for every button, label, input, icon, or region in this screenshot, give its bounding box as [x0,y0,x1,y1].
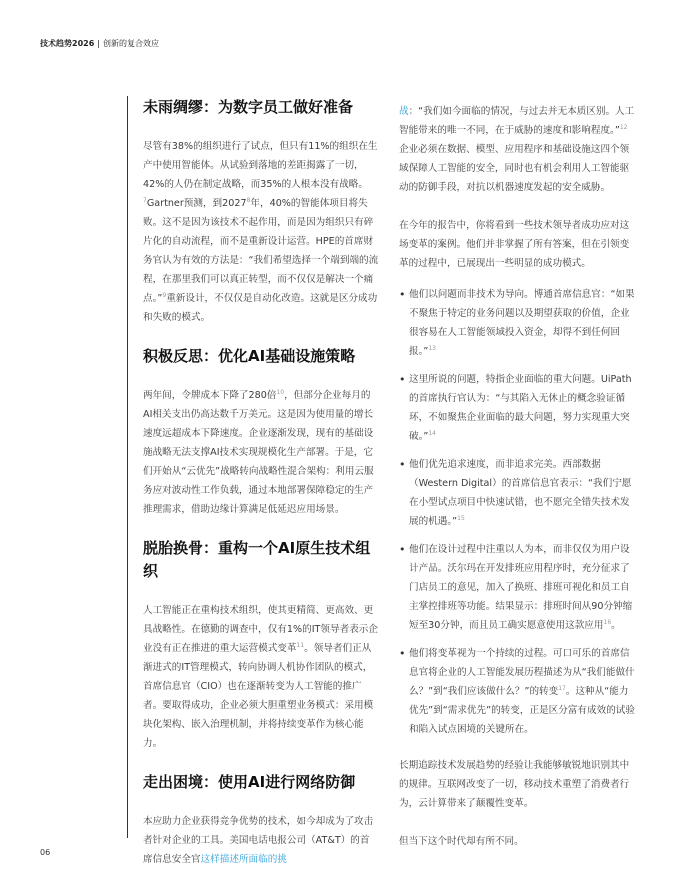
section-cyber-defense [143,771,379,869]
paragraph: 在今年的报告中，你将看到一些技术领导者成功应对这场变革的案例。他们并非掌握了所有答案，但在引领变革的过程中，已展现出一些明显的成功模式。 [399,220,630,269]
footnote-ref: 12 [619,123,628,131]
section-heading: 积极反思：优化AI基础设施策略 [143,347,356,365]
list-item: • 他们以问题而非技术为导向。博通首席信息官：“如果不聚焦于特定的业务问题以及期望获取的价值，企业很容易在人工智能领域投入资金，却得不到任何回报。”$^{13}$ [399,285,637,361]
success-pattern-list [399,285,637,739]
section-body: 尽管有38%的组织进行了试点，但只有11%的组织在生产中使用智能体。从试验到落地的差距揭露了一切，42%的人仍在制定战略，而35%的人根本没有战略。$^7$Gartner预测，到2027$^8$年，40%的智能体项目将失败。这不是因为该技术不起作用，而是因为组织只有碎片化的自动流程，而不是重新设计运营。HPE的首席财务官认为有效的方法是：“我们希望选择一个端到端的流程，在那里我们可以真正转型，而不仅仅是解决一个痛点。”$^9$重新设计，不仅仅是自动化改造。这就是区分成功和失败的模式。 [143,141,379,323]
section-body: 人工智能正在重构技术组织，使其更精简、更高效、更具战略性。在德勤的调查中，仅有1%的IT领导者表示企业没有正在推进的重大运营模式变革$^{11}$。领导者们正从渐进式的IT管理模式，转向协调人机协作团队的模式，首席信息官（CIO）也在逐渐转变为人工智能的推广者。要取得成功，企业必须大胆重塑业务模式：采用模块化架构、嵌入治理机制，并将持续变革作为核心能力。 [143,605,378,749]
footnote-ref: 13 [428,344,436,352]
list-item: • 他们在设计过程中注重以人为本，而非仅仅为用户设计产品。沃尔玛在开发排班应用程序时，充分征求了门店员工的意见，加入了换班、排班可视化和员工自主掌控排班等功能。结果显示：排班时间从90分钟缩短至30分钟，而且员工确实愿意使用这款应用$^{16}$。 [399,540,637,635]
section-ai-infrastructure [143,345,379,519]
source-link[interactable]: 这样描述所面临的挑 [200,854,287,865]
footnote-ref: 17 [558,684,566,692]
footnote-ref: 14 [428,429,436,437]
footnote-ref: 11 [296,641,305,649]
footnote-ref: 15 [457,514,465,522]
paragraph: 战：“我们如今面临的情况，与过去并无本质区别。人工智能带来的唯一不同，在于威胁的速度和影响程度。”$^{12}$企业必须在数据、模型、应用程序和基础设施这四个领域保障人工智能的安全，同时也有机会利用人工智能驱动的防御手段，对抗以机器速度发起的安全威胁。 [399,106,635,193]
paragraph: 长期追踪技术发展趋势的经验让我能够敏锐地识别其中的规律。互联网改变了一切，移动技术重塑了消费者行为，云计算带来了颠覆性变革。 [399,760,630,809]
section-ai-native-org [143,537,379,753]
header-separator: | [97,39,100,48]
left-column [143,96,379,887]
running-header [40,38,159,49]
footnote-ref: 16 [603,618,612,626]
footnote-ref: 10 [276,388,285,396]
footnote-ref: 9 [162,291,167,299]
section-heading: 脱胎换骨：重构一个AI原生技术组织 [143,539,371,580]
section-digital-workforce [143,96,379,327]
section-heading: 未雨绸缪：为数字员工做好准备 [143,98,354,116]
right-column [399,102,637,851]
column-rule [127,96,128,838]
footnote-ref: 7 [143,196,147,204]
footnote-ref: 8 [246,196,251,204]
page-number: 06 [40,848,51,857]
list-item: • 他们将变革视为一个持续的过程。可口可乐的首席信息官将企业的人工智能发展历程描述为从“我们能做什么？”到“我们应该做什么？”的转变$^{17}$。这种从“能力优先”到“需求优先”的转变，正是区分富有成效的试验和陷入试点困境的关键所在。 [399,644,637,739]
report-title: 技术趋势2026 [40,39,95,48]
list-item: • 这里所说的问题，特指企业面临的重大问题。UiPath的首席执行官认为：“与其陷入无休止的概念验证循环，不如聚焦企业面临的最大问题，努力实现重大突破。”$^{14}$ [399,370,637,446]
section-body: 本应助力企业获得竞争优势的技术，如今却成为了攻击者针对企业的工具。美国电话电报公司（AT&T）的首席信息安全官这样描述所面临的挑 [143,816,374,865]
source-link[interactable]: 战 [399,106,409,117]
section-heading: 走出困境：使用AI进行网络防御 [143,773,356,791]
list-item: • 他们优先追求速度，而非追求完美。西部数据（Western Digital）的首席信息官表示：“我们宁愿在小型试点项目中快速试错，也不愿完全错失技术发展的机遇。”$^{15}$ [399,455,637,531]
chapter-title: 创新的复合效应 [102,39,159,48]
paragraph: 但当下这个时代却有所不同。 [399,836,524,847]
section-body: 两年间，令牌成本下降了280倍$^{10}$，但部分企业每月的AI相关支出仍高达数千万美元。这是因为使用量的增长速度远超成本下降速度。企业逐渐发现，现有的基础设施战略无法支撑AI技术实现规模化生产部署。于是，它们开始从“云优先”战略转向战略性混合架构：利用云服务应对波动性工作负载，通过本地部署保障稳定的生产推理需求，借助边缘计算满足低延迟应用场景。 [143,388,374,515]
